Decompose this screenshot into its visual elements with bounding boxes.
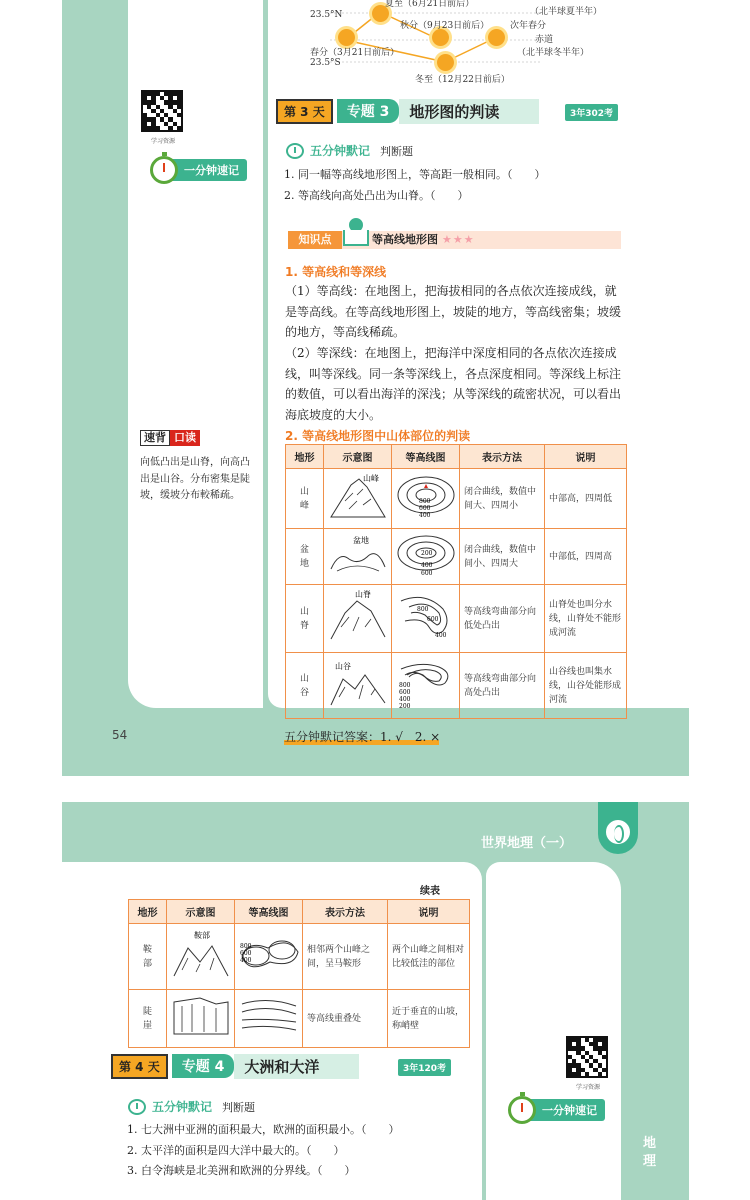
autumn-label: 秋分（9月23日前后） <box>400 21 490 31</box>
lat-n-label: 23.5°N <box>310 10 343 20</box>
five-minute-memory-header <box>286 142 413 159</box>
cliff-sketch <box>170 992 232 1040</box>
ridge-sketch <box>327 587 389 645</box>
clock-icon <box>128 1099 146 1115</box>
summer-label: 夏至（6月21日前后） <box>385 0 475 9</box>
mountain-peak-sketch <box>327 471 389 521</box>
table-row <box>286 529 627 585</box>
sketch-cell <box>324 585 392 653</box>
contour-value: 800 <box>418 498 430 505</box>
contour-value: 800 <box>239 943 251 950</box>
col-header: 等高线图 <box>235 900 303 924</box>
contour-cell <box>392 653 460 719</box>
table-row <box>286 653 627 719</box>
cliff-contour-map <box>238 992 300 1040</box>
method-cell: 相邻两个山峰之间，呈马鞍形 <box>303 924 388 990</box>
col-header: 说明 <box>388 900 470 924</box>
stopwatch-icon <box>508 1096 536 1124</box>
contour-value: 400 <box>239 957 251 964</box>
topic-tag: 专题 4 <box>172 1054 235 1078</box>
section-1-paragraph-1: （1）等高线：在地图上，把海拔相同的各点依次连接成线，就是等高线。在等高线地形图上，坡陡的地方，等高线密集；坡缓的地方，等高线稀疏。 <box>285 284 622 340</box>
contour-value: 600 <box>398 689 410 696</box>
contour-value: 200 <box>398 703 410 710</box>
sketch-cell <box>167 990 235 1048</box>
table-header-row <box>129 900 470 924</box>
five-minute-label: 五分钟默记 <box>152 1100 213 1114</box>
terrain-name: 陡 崖 <box>129 990 167 1048</box>
contour-value: 600 <box>420 570 432 577</box>
terrain-table-bottom <box>128 899 470 1048</box>
topic-tag: 专题 3 <box>337 99 400 123</box>
contour-value: 600 <box>426 616 438 623</box>
chapter-title: 世界地理（一） <box>481 836 573 851</box>
terrain-name: 山 谷 <box>286 653 324 719</box>
terrain-name: 盆 地 <box>286 529 324 585</box>
section-1-paragraph-2: （2）等深线：在地图上，把海洋中深度相同的各点依次连接成线，叫等深线。同一条等深线上，各点深度相同。等深线上标注的数值，可以看出海洋的深浅；从等深线的疏密状况，可以看出海底坡度的大小。 <box>285 346 622 422</box>
contour-cell <box>392 469 460 529</box>
valley-sketch <box>327 655 389 711</box>
contour-value: 600 <box>418 505 430 512</box>
col-header: 表示方法 <box>460 445 545 469</box>
sun-autumn-icon <box>432 29 449 46</box>
question-1: 1. 同一幅等高线地形图上，等高距一般相同。（ ） <box>284 168 546 181</box>
table-header-row <box>286 445 627 469</box>
clock-icon <box>286 143 304 159</box>
saddle-contour-map <box>238 926 300 982</box>
map-pin-book-icon <box>343 218 369 248</box>
sketch-label: 山谷 <box>334 662 351 671</box>
difficulty-stars: ★★★ <box>442 233 475 246</box>
method-cell: 闭合曲线，数值中间小、四周大 <box>460 529 545 585</box>
basin-sketch <box>327 531 389 577</box>
note-cell: 山谷线也叫集水线，山谷处能形成河流 <box>545 653 627 719</box>
table-row <box>129 990 470 1048</box>
basin-contour-map <box>395 531 457 577</box>
five-minute-memory-header <box>128 1098 255 1115</box>
mnemonic-badge-b: 口读 <box>170 430 200 446</box>
answer-key: 五分钟默记答案：1. √ 2. × <box>284 730 441 744</box>
method-cell: 等高线重叠处 <box>303 990 388 1048</box>
method-cell: 等高线弯曲部分向高处凸出 <box>460 653 545 719</box>
sun-winter-icon <box>437 54 454 71</box>
subject-tab: 地理 <box>643 1136 657 1169</box>
contour-value: 800 <box>416 606 428 613</box>
qr-code-top[interactable] <box>141 90 183 132</box>
contour-value: 400 <box>398 696 410 703</box>
topic-header-3 <box>276 99 539 123</box>
table-continued-label: 续表 <box>420 886 440 897</box>
qr-code-bottom[interactable] <box>566 1036 608 1078</box>
sun-next-spring-icon <box>488 29 505 46</box>
sketch-cell <box>324 469 392 529</box>
terrain-name: 鞍 部 <box>129 924 167 990</box>
qr-caption-top: 学习资源 <box>151 138 176 145</box>
exam-count-tag: 3年120考 <box>398 1059 451 1076</box>
quick-memory-label: 一分钟速记 <box>170 159 247 181</box>
stopwatch-icon <box>150 156 178 184</box>
col-header: 示意图 <box>324 445 392 469</box>
contour-cell <box>392 585 460 653</box>
globe-icon <box>606 820 630 844</box>
quick-memory-tag-top <box>150 156 247 184</box>
section-1-heading: 1. 等高线和等深线 <box>285 265 387 279</box>
spring-label: 春分（3月21日前后） <box>310 48 400 58</box>
day-tag: 第 3 天 <box>276 99 333 124</box>
method-cell: 等高线弯曲部分向低处凸出 <box>460 585 545 653</box>
topic-header-4 <box>111 1054 359 1078</box>
topic-title: 大洲和大洋 <box>234 1054 359 1079</box>
contour-value: 400 <box>420 562 432 569</box>
question-3: 3. 白令海峡是北美洲和欧洲的分界线。（ ） <box>127 1164 356 1177</box>
peak-contour-map <box>395 471 457 521</box>
col-header: 示意图 <box>167 900 235 924</box>
lat-s-label: 23.5°S <box>310 58 341 68</box>
col-header: 表示方法 <box>303 900 388 924</box>
page-number: 54 <box>112 728 128 742</box>
terrain-name: 山 脊 <box>286 585 324 653</box>
mnemonic-badge <box>140 430 200 446</box>
ridge-contour-map <box>395 587 457 645</box>
exam-count-tag: 3年302考 <box>565 104 618 121</box>
sketch-cell <box>324 653 392 719</box>
sun-spring-icon <box>338 29 355 46</box>
contour-cell <box>392 529 460 585</box>
sketch-label: 鞍部 <box>193 931 210 940</box>
col-header: 等高线图 <box>392 445 460 469</box>
sketch-label: 山脊 <box>354 590 371 599</box>
terrain-name: 山 峰 <box>286 469 324 529</box>
question-type: 判断题 <box>222 1100 256 1114</box>
note-cell: 中部高，四周低 <box>545 469 627 529</box>
contour-value: 800 <box>398 682 410 689</box>
knowledge-point-title <box>372 231 475 249</box>
quick-memory-tag-bottom <box>508 1096 605 1124</box>
question-type: 判断题 <box>380 144 414 158</box>
contour-value: 200 <box>420 550 432 557</box>
topic-title: 地形图的判读 <box>399 99 539 124</box>
mnemonic-text: 向低凸出是山脊，向高凸出是山谷。分布密集是陡坡，缓坡分布較稀疏。 <box>140 457 250 501</box>
col-header: 说明 <box>545 445 627 469</box>
five-minute-label: 五分钟默记 <box>310 144 371 158</box>
table-row <box>129 924 470 990</box>
valley-contour-map <box>395 655 457 711</box>
saddle-sketch <box>170 926 232 982</box>
contour-value: 400 <box>418 512 430 519</box>
summer-note: （北半球夏半年） <box>530 7 603 17</box>
terrain-table-top <box>285 444 627 719</box>
bottom-right-panel <box>486 862 621 1200</box>
sketch-label: 山峰 <box>362 474 379 483</box>
quick-memory-label: 一分钟速记 <box>528 1099 605 1121</box>
qr-caption-bottom: 学习资源 <box>576 1084 601 1091</box>
note-cell: 中部低，四周高 <box>545 529 627 585</box>
mnemonic-badge-a: 速背 <box>140 430 170 446</box>
winter-note: （北半球冬半年） <box>517 48 590 58</box>
sketch-cell <box>167 924 235 990</box>
col-header: 地形 <box>129 900 167 924</box>
note-cell: 两个山峰之间相对比较低洼的部位 <box>388 924 470 990</box>
note-cell: 山脊处也叫分水线，山脊处不能形成河流 <box>545 585 627 653</box>
knowledge-point-tag: 知识点 <box>288 231 342 249</box>
sketch-label: 盆地 <box>352 536 369 545</box>
knowledge-title-text: 等高线地形图 <box>372 233 438 246</box>
autumn-next-label: 次年春分 <box>510 21 547 31</box>
question-2: 2. 等高线向高处凸出为山脊。（ ） <box>284 189 469 202</box>
contour-value: 400 <box>434 632 446 639</box>
day-tag: 第 4 天 <box>111 1054 168 1079</box>
contour-value: 600 <box>239 950 251 957</box>
equator-label: 赤道 <box>535 35 554 45</box>
note-cell: 近于垂直的山坡，称峭壁 <box>388 990 470 1048</box>
col-header: 地形 <box>286 445 324 469</box>
winter-label: 冬至（12月22日前后） <box>415 75 510 85</box>
method-cell: 闭合曲线，数值中间大、四周小 <box>460 469 545 529</box>
sketch-cell <box>324 529 392 585</box>
question-1: 1. 七大洲中亚洲的面积最大，欧洲的面积最小。（ ） <box>127 1123 400 1136</box>
contour-cell <box>235 924 303 990</box>
section-2-heading: 2. 等高线地形图中山体部位的判读 <box>285 429 471 443</box>
contour-cell <box>235 990 303 1048</box>
table-row <box>286 585 627 653</box>
question-2: 2. 太平洋的面积是四大洋中最大的。（ ） <box>127 1144 345 1157</box>
table-row <box>286 469 627 529</box>
